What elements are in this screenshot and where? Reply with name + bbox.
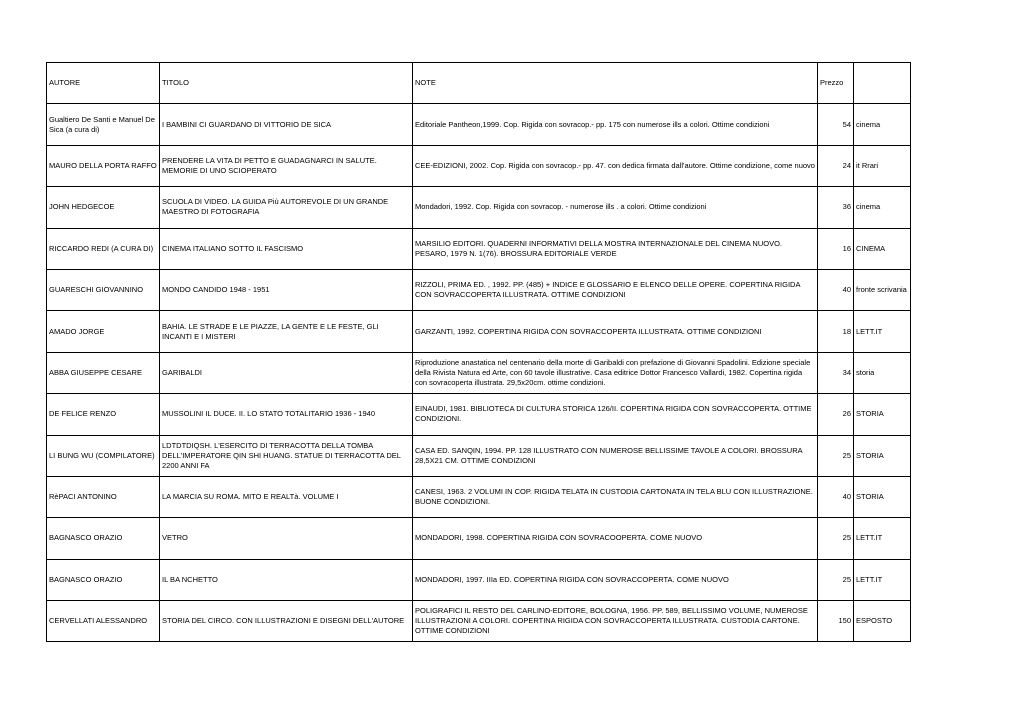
table-row: [47, 601, 911, 642]
cell-autore: GUARESCHI GIOVANNINO: [47, 269, 160, 310]
cell-note: Editoriale Pantheon,1999. Cop. Rigida con sovracop.- pp. 175 con numerose ills a colori. Ottime condizioni: [413, 104, 818, 145]
cell-prezzo: 40: [818, 476, 854, 517]
cell-categoria: LETT.IT: [854, 311, 911, 352]
cell-autore: RICCARDO REDI (A CURA DI): [47, 228, 160, 269]
cell-prezzo: 18: [818, 311, 854, 352]
cell-note: CEE-EDIZIONI, 2002. Cop. Rigida con sovracop.- pp. 47. con dedica firmata dall'autore. Ottime condizione, come nuovo: [413, 145, 818, 186]
cell-prezzo: 54: [818, 104, 854, 145]
cell-prezzo: 25: [818, 435, 854, 476]
header-row: [47, 63, 911, 104]
cell-autore: JOHN HEDGECOE: [47, 187, 160, 228]
cell-autore: MAURO DELLA PORTA RAFFO: [47, 145, 160, 186]
table-row: [47, 518, 911, 559]
cell-titolo: MUSSOLINI IL DUCE. II. LO STATO TOTALITARIO 1936 - 1940: [160, 394, 413, 435]
table-row: [47, 435, 911, 476]
cell-categoria: CINEMA: [854, 228, 911, 269]
cell-prezzo: 24: [818, 145, 854, 186]
table-row: [47, 559, 911, 600]
cell-categoria: STORIA: [854, 394, 911, 435]
cell-categoria: ESPOSTO: [854, 601, 911, 642]
cell-titolo: GARIBALDI: [160, 352, 413, 393]
cell-note: Riproduzione anastatica nel centenario della morte di Garibaldi con prefazione di Giovanni Spadolini. Edizione speciale della Rivista Natura ed Arte, con 60 tavole illustrative. Casa editrice Dottor Francesco Vallardi, 1982. Copertina rigida con sovracoperta illustrata. 29,5x20cm. ottime condizioni.: [413, 352, 818, 393]
header-categoria: [854, 63, 911, 104]
table-row: [47, 269, 911, 310]
book-catalog-table: [46, 62, 911, 642]
cell-categoria: it Rrari: [854, 145, 911, 186]
table-row: [47, 394, 911, 435]
cell-autore: LI BUNG WU (COMPILATORE): [47, 435, 160, 476]
cell-titolo: BAHIA. LE STRADE E LE PIAZZE, LA GENTE E LE FESTE, GLI INCANTI E I MISTERI: [160, 311, 413, 352]
cell-titolo: SCUOLA DI VIDEO. LA GUIDA Più AUTOREVOLE DI UN GRANDE MAESTRO DI FOTOGRAFIA: [160, 187, 413, 228]
cell-autore: CERVELLATI ALESSANDRO: [47, 601, 160, 642]
cell-prezzo: 25: [818, 559, 854, 600]
table-body: [47, 63, 911, 642]
cell-note: GARZANTI, 1992. COPERTINA RIGIDA CON SOVRACCOPERTA ILLUSTRATA. OTTIME CONDIZIONI: [413, 311, 818, 352]
cell-note: Mondadori, 1992. Cop. Rigida con sovracop. - numerose ills . a colori. Ottime condizioni: [413, 187, 818, 228]
cell-categoria: LETT.IT: [854, 518, 911, 559]
table-row: [47, 228, 911, 269]
cell-prezzo: 16: [818, 228, 854, 269]
header-prezzo: Prezzo: [818, 63, 854, 104]
cell-prezzo: 150: [818, 601, 854, 642]
cell-autore: BAGNASCO ORAZIO: [47, 559, 160, 600]
cell-categoria: STORIA: [854, 435, 911, 476]
cell-note: CANESI, 1963. 2 VOLUMI IN COP. RIGIDA TELATA IN CUSTODIA CARTONATA IN TELA BLU CON ILLUSTRAZIONE. BUONE CONDIZIONI.: [413, 476, 818, 517]
table-row: [47, 311, 911, 352]
cell-categoria: cinema: [854, 104, 911, 145]
cell-autore: Gualtiero De Santi e Manuel De Sica (a cura di): [47, 104, 160, 145]
table-row: [47, 476, 911, 517]
header-autore: AUTORE: [47, 63, 160, 104]
cell-note: MONDADORI, 1998. COPERTINA RIGIDA CON SOVRACOOPERTA. COME NUOVO: [413, 518, 818, 559]
cell-titolo: VETRO: [160, 518, 413, 559]
cell-prezzo: 34: [818, 352, 854, 393]
cell-autore: DE FELICE RENZO: [47, 394, 160, 435]
cell-titolo: IL BA NCHETTO: [160, 559, 413, 600]
cell-note: MONDADORI, 1997. IIIa ED. COPERTINA RIGIDA CON SOVRACCOPERTA. COME NUOVO: [413, 559, 818, 600]
cell-titolo: STORIA DEL CIRCO. CON ILLUSTRAZIONI E DISEGNI DELL'AUTORE: [160, 601, 413, 642]
cell-note: MARSILIO EDITORI. QUADERNI INFORMATIVI DELLA MOSTRA INTERNAZIONALE DEL CINEMA NUOVO. PESARO, 1979 N. 1(76). BROSSURA EDITORIALE VERDE: [413, 228, 818, 269]
cell-note: POLIGRAFICI IL RESTO DEL CARLINO-EDITORE, BOLOGNA, 1956. PP. 589, BELLISSIMO VOLUME, NUMEROSE ILLUSTRAZIONI A COLORI. COPERTINA RIGIDA CON SOVRACCOPERTA ILLUSTRATA. CUSTODIA CARTONE. OTTIME CONDIZIONI: [413, 601, 818, 642]
cell-prezzo: 40: [818, 269, 854, 310]
cell-titolo: LA MARCIA SU ROMA. MITO E REALTà. VOLUME I: [160, 476, 413, 517]
cell-titolo: LDTDTDIQSH. L'ESERCITO DI TERRACOTTA DELLA TOMBA DELL'IMPERATORE QIN SHI HUANG. STATUE DI TERRACOTTA DEL 2200 ANNI FA: [160, 435, 413, 476]
header-titolo: TITOLO: [160, 63, 413, 104]
cell-autore: BAGNASCO ORAZIO: [47, 518, 160, 559]
cell-prezzo: 36: [818, 187, 854, 228]
cell-note: RIZZOLI, PRIMA ED. , 1992. PP. (485) + INDICE E GLOSSARIO E ELENCO DELLE OPERE. COPERTINA RIGIDA CON SOVRACCOPERTA ILLUSTRATA. OTTIME CONDIZIONI: [413, 269, 818, 310]
header-note: NOTE: [413, 63, 818, 104]
cell-autore: AMADO JORGE: [47, 311, 160, 352]
cell-note: EINAUDI, 1981. BIBLIOTECA DI CULTURA STORICA 126/II. COPERTINA RIGIDA CON SOVRACCOPERTA. OTTIME CONDIZIONI.: [413, 394, 818, 435]
cell-titolo: PRENDERE LA VITA DI PETTO E GUADAGNARCI IN SALUTE. MEMORIE DI UNO SCIOPERATO: [160, 145, 413, 186]
cell-categoria: fronte scrivania: [854, 269, 911, 310]
cell-prezzo: 25: [818, 518, 854, 559]
cell-autore: ABBA GIUSEPPE CESARE: [47, 352, 160, 393]
table-row: [47, 104, 911, 145]
table-row: [47, 352, 911, 393]
table-row: [47, 145, 911, 186]
table-row: [47, 187, 911, 228]
cell-categoria: STORIA: [854, 476, 911, 517]
cell-titolo: MONDO CANDIDO 1948 - 1951: [160, 269, 413, 310]
cell-titolo: I BAMBINI CI GUARDANO DI VITTORIO DE SICA: [160, 104, 413, 145]
cell-note: CASA ED. SANQIN, 1994. PP. 128 ILLUSTRATO CON NUMEROSE BELLISSIME TAVOLE A COLORI. BROSSURA 28,5X21 CM. OTTIME CONDIZIONI: [413, 435, 818, 476]
cell-prezzo: 26: [818, 394, 854, 435]
cell-categoria: storia: [854, 352, 911, 393]
cell-categoria: LETT.IT: [854, 559, 911, 600]
cell-titolo: CINEMA ITALIANO SOTTO IL FASCISMO: [160, 228, 413, 269]
cell-categoria: cinema: [854, 187, 911, 228]
cell-autore: RèPACI ANTONINO: [47, 476, 160, 517]
